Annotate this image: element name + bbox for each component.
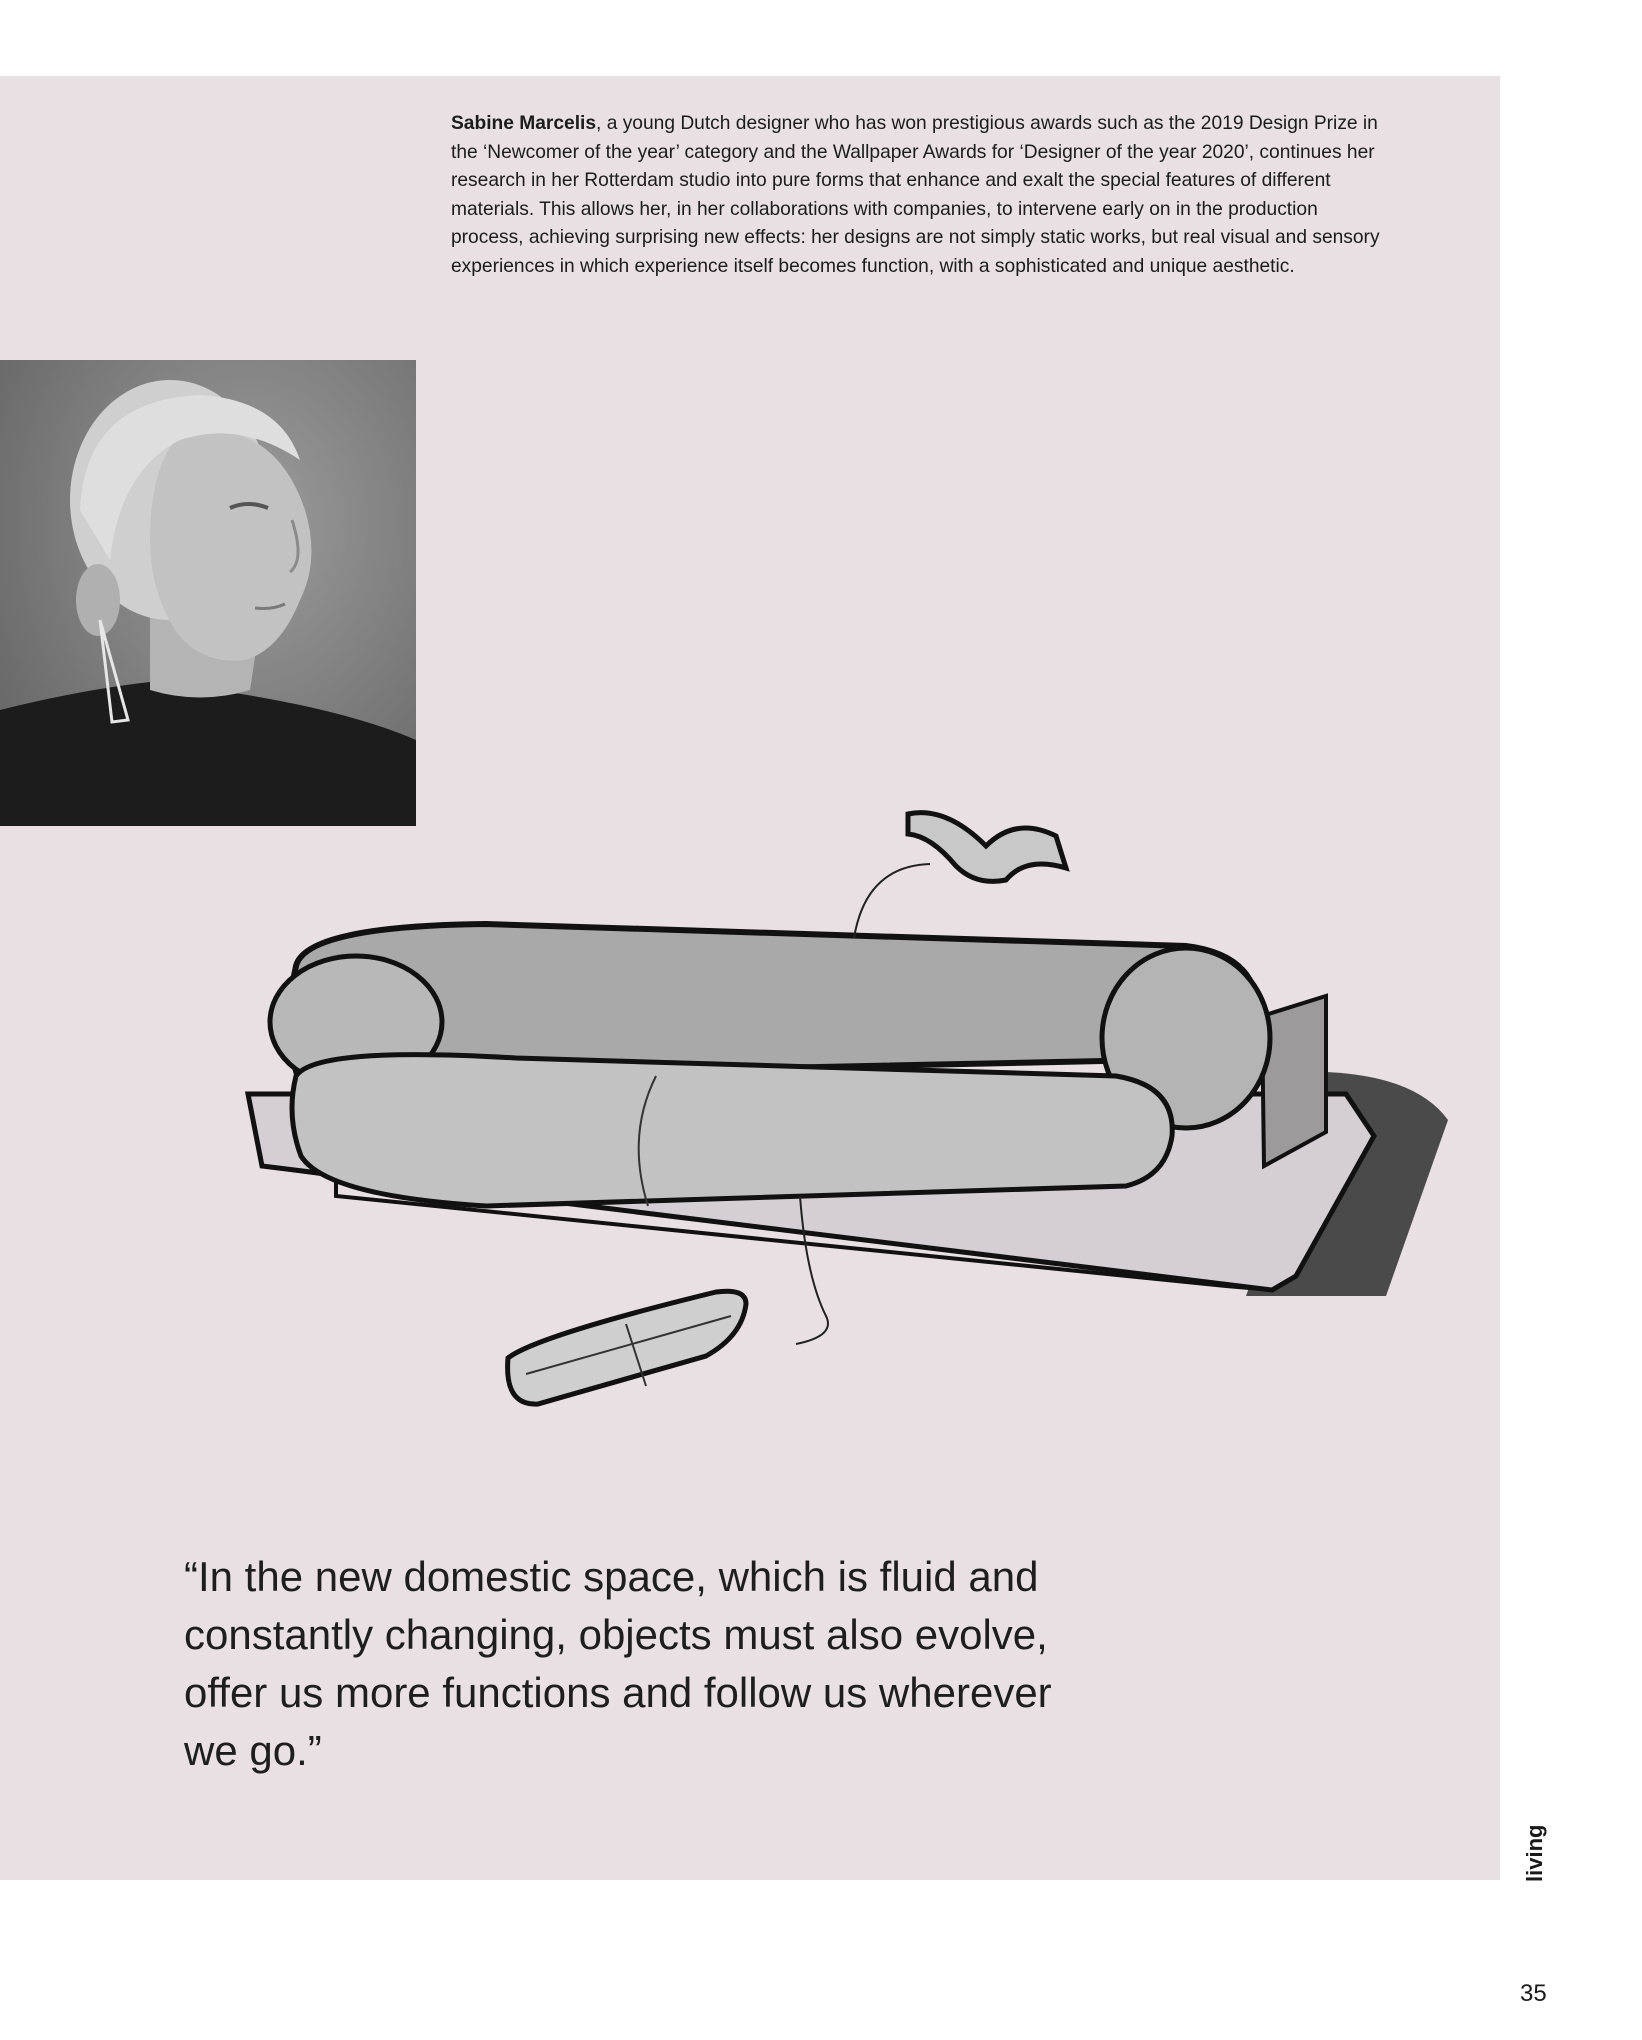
portrait-illustration <box>0 360 416 826</box>
page-number: 35 <box>1520 1980 1547 2007</box>
intro-paragraph <box>451 110 1381 281</box>
pull-quote: “In the new domestic space, which is fluid and constantly changing, objects must also evolve, offer us more functions and follow us wherever we go.” <box>184 1553 1052 1774</box>
designer-name: Sabine Marcelis <box>451 113 597 134</box>
sofa-illustration <box>186 776 1500 1470</box>
designer-portrait <box>0 360 416 826</box>
intro-text: , a young Dutch designer who has won prestigious awards such as the 2019 Design Prize in the ‘Newcomer of the year’ category and the Wallpaper Awards for ‘Designer of the year 2020’, continues her research in her Rotterdam studio into pure forms that enhance and exalt the special features of different materials. This allows her, in her collaborations with companies, to intervene early on in the production process, achieving surprising new effects: her designs are not simply static works, but real visual and sensory experiences in which experience itself becomes function, with a sophisticated and unique aesthetic. <box>451 113 1380 277</box>
section-tag: living <box>1522 1824 1547 1882</box>
sofa-sketch <box>186 776 1500 1470</box>
